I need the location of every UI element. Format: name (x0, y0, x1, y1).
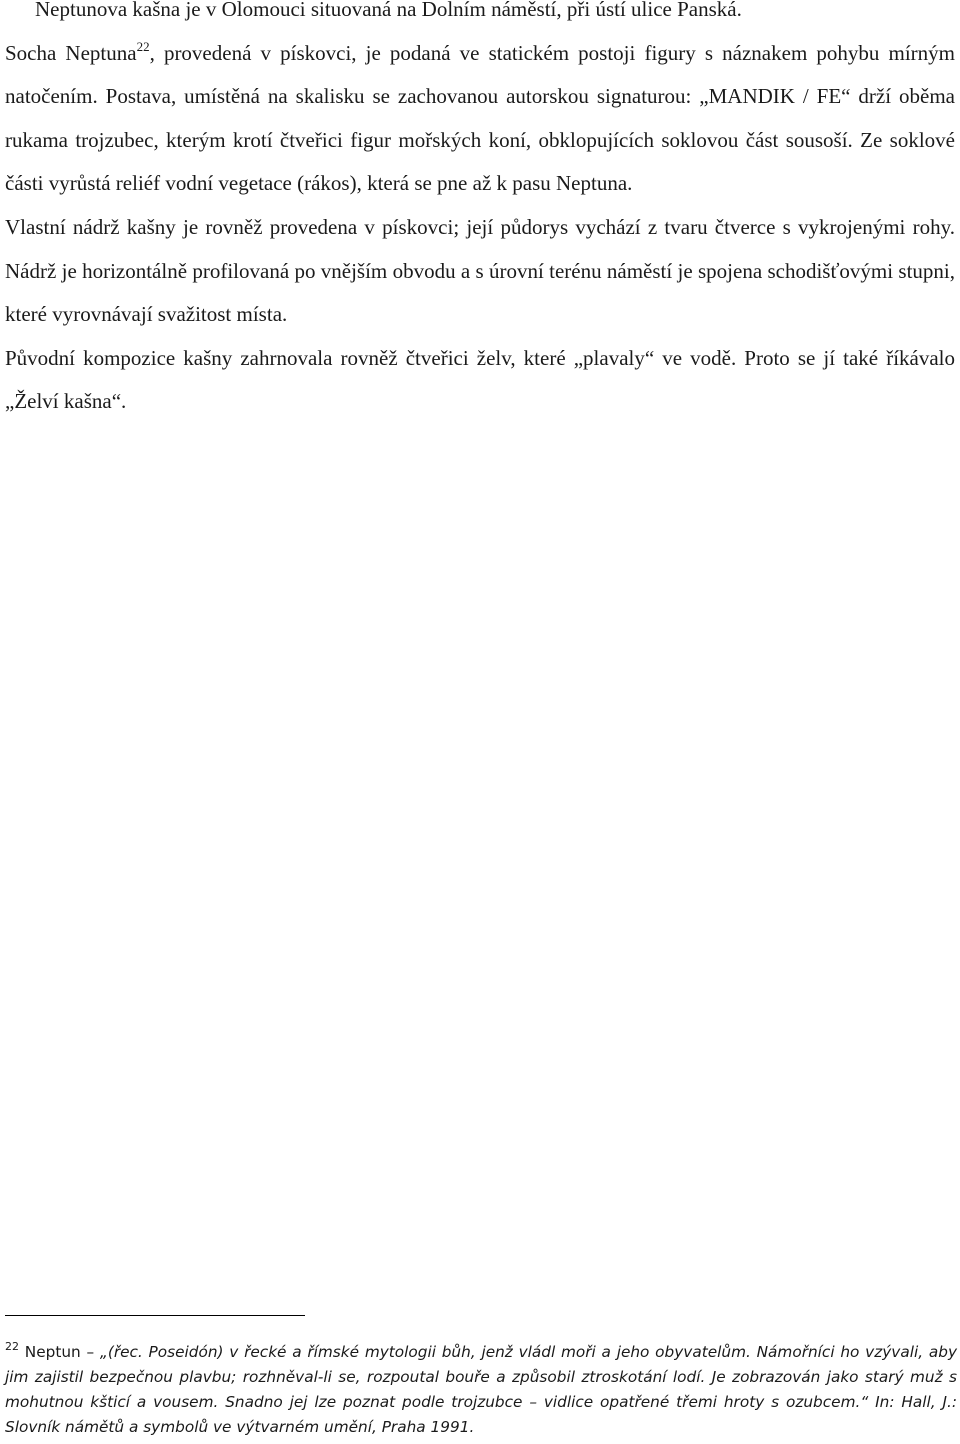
paragraph-2 (5, 206, 955, 337)
p2-text: Vlastní nádrž kašny je rovněž provedena v pískovci; její půdorys vychází z tvaru čtverce s vykrojenými rohy. Nádrž je horizontálně profilovaná po vnějším obvodu a s úrovní terénu náměstí je spojena schodišťovými stupni, které vyrovnávají svažitost místa. (5, 214, 955, 327)
footnote (5, 1340, 957, 1440)
paragraph-1 (5, 32, 955, 206)
footnote-term: Neptun – (24, 1343, 100, 1361)
footnote-text: „(řec. Poseidón) v řecké a římské mytologii bůh, jenž vládl moři a jeho obyvatelům. Námořníci ho vzývali, aby jim zajistil bezpečnou plavbu; rozhněval-li se, rozpoutal bouře a způsobil ztroskotání lodí. Je zobrazován jako starý muž s mohutnou kšticí a vousem. Snadno jej lze poznat podle trojzubce – vidlice opatřené třemi hroty s ozubcem.“ In: Hall, J.: Slovník námětů a symbolů ve výtvarném umění, Praha 1991. (5, 1343, 957, 1436)
p1-first-line-text: Neptunova kašna je v Olomouci situovaná na Dolním náměstí, při ústí ulice Panská. (35, 0, 742, 21)
paragraph-1-first-line (5, 0, 955, 32)
footnote-ref: 22 (136, 38, 150, 54)
p3-text: Původní kompozice kašny zahrnovala rovněž čtveřici želv, které „plavaly“ ve vodě. Proto se jí také říkávalo „Želví kašna“. (5, 345, 955, 414)
body-text (5, 0, 955, 424)
paragraph-3 (5, 337, 955, 424)
p1-text-b: , provedená v pískovci, je podaná ve statickém postoji figury s náznakem pohybu mírným natočením. Postava, umístěná na skalisku se zachovanou autorskou signaturou: „MANDIK / FE“ drží oběma rukama trojzubec, kterým krotí čtveřici figur mořských koní, obklopujících soklovou část sousoší. Ze soklové části vyrůstá reliéf vodní vegetace (rákos), která se pne až k pasu Neptuna. (5, 40, 955, 196)
footnote-number: 22 (5, 1340, 19, 1353)
p1-text-a: Socha Neptuna (5, 40, 137, 65)
footnote-separator (5, 1315, 305, 1316)
